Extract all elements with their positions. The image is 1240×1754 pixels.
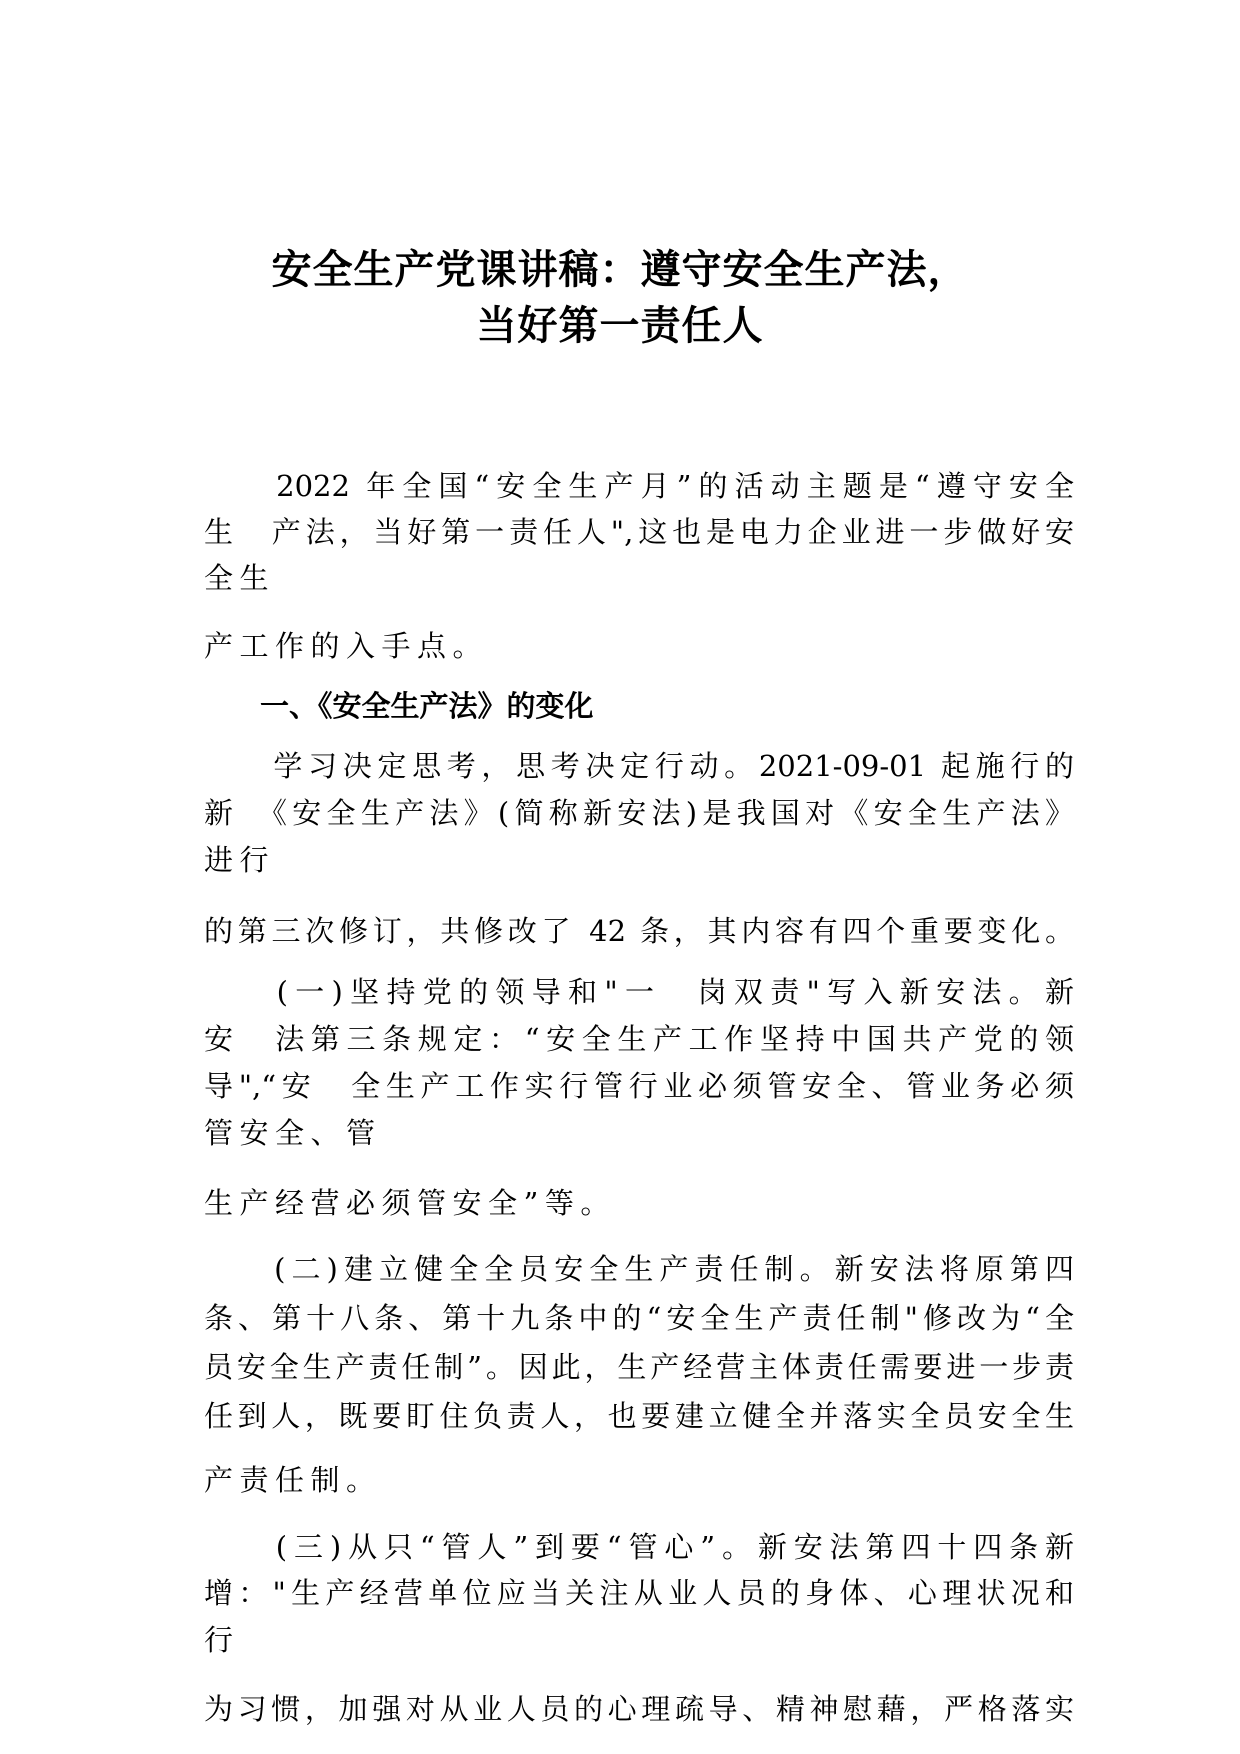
paragraph-line: 安 法第三条规定：“安全生产工作坚持中国共产党的领 bbox=[204, 1022, 1074, 1056]
paragraph-line: 导",“安 全生产工作实行管行业必须管安全、管业务必须 bbox=[204, 1069, 1074, 1103]
document-title-line-2: 当好第一责任人 bbox=[476, 303, 764, 349]
document-title-line-1: 安全生产党课讲稿：遵守安全生产法， bbox=[271, 247, 969, 293]
paragraph-line: 产工作的入手点。 bbox=[204, 629, 489, 663]
paragraph-line: 员安全生产责任制”。因此，生产经营主体责任需要进一步责 bbox=[204, 1350, 1074, 1384]
paragraph-line: 生产经营必须管安全”等。 bbox=[204, 1186, 616, 1220]
paragraph-line: 行 bbox=[204, 1623, 240, 1657]
paragraph-line: 进行 bbox=[204, 843, 276, 877]
paragraph-line: (三)从只“管人”到要“管心”。新安法第四十四条新 bbox=[204, 1530, 1074, 1564]
paragraph-line: 新 《安全生产法》(简称新安法)是我国对《安全生产法》 bbox=[204, 796, 1074, 830]
paragraph-line: 全生 bbox=[204, 561, 276, 595]
section-heading: 一、《安全生产法》的变化 bbox=[260, 689, 594, 723]
paragraph-line: 2022 年全国“安全生产月”的活动主题是“遵守安全 bbox=[204, 469, 1074, 503]
paragraph-line: 学习决定思考，思考决定行动。2021-09-01 起施行的 bbox=[204, 749, 1074, 783]
paragraph-line: 任到人，既要盯住负责人，也要建立健全并落实全员安全生 bbox=[204, 1399, 1074, 1433]
paragraph-line: 条、第十八条、第十九条中的“安全生产责任制"修改为“全 bbox=[204, 1301, 1074, 1335]
paragraph-line: (二)建立健全全员安全生产责任制。新安法将原第四 bbox=[204, 1252, 1074, 1286]
paragraph-line: 产责任制。 bbox=[204, 1463, 382, 1497]
paragraph-line: 管安全、管 bbox=[204, 1116, 382, 1150]
paragraph-line: 的第三次修订，共修改了 42 条，其内容有四个重要变化。 bbox=[204, 914, 1074, 948]
paragraph-line: 为习惯，加强对从业人员的心理疏导、精神慰藉，严格落实 bbox=[204, 1692, 1074, 1726]
paragraph-line: 生 产法，当好第一责任人",这也是电力企业进一步做好安 bbox=[204, 515, 1074, 549]
paragraph-line: (一)坚持党的领导和"一 岗双责"写入新安法。新 bbox=[204, 975, 1074, 1009]
paragraph-line: 增："生产经营单位应当关注从业人员的身体、心理状况和 bbox=[204, 1576, 1074, 1610]
